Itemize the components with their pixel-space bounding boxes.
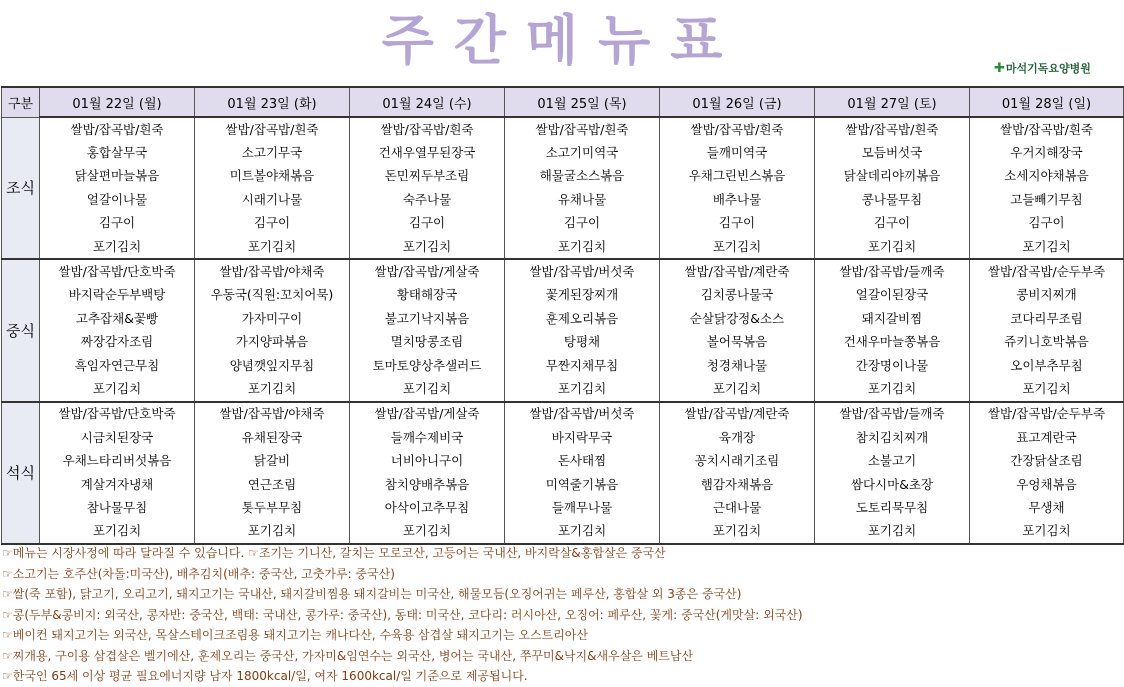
menu-item: 얼갈이나물	[40, 188, 195, 211]
day-header: 01월 22일 (월)	[40, 87, 195, 117]
cross-icon: ✚	[994, 61, 1005, 76]
menu-item: 쌀밥/잡곡밥/버섯죽	[505, 402, 660, 426]
menu-item: 코다리무조림	[970, 307, 1124, 330]
menu-item: 흑임자연근무침	[40, 354, 195, 377]
menu-item: 포기김치	[40, 235, 195, 259]
note-line: ☞콩(두부&콩비지: 외국산, 콩자반: 중국산, 백태: 국내산, 콩가루: 중국산), 동태: 미국산, 코다리: 러시아산, 오징어: 페루산, 꽃게: 중국산(게맛살: 외국산)	[2, 607, 803, 622]
menu-item: 참치양배추볶음	[350, 473, 505, 496]
menu-item: 포기김치	[505, 377, 660, 401]
page-title: 주간메뉴표	[381, 9, 743, 72]
menu-item: 육개장	[660, 426, 815, 449]
note-line: ☞쌀(죽 포함), 닭고기, 오리고기, 돼지고기는 국내산, 돼지갈비찜용 돼지갈비는 미국산, 해물모듬(오징어귀는 페루산, 홍합살 외 3종은 중국산)	[2, 587, 742, 601]
menu-item: 포기김치	[505, 235, 660, 259]
menu-item: 쥬키니호박볶음	[970, 331, 1124, 354]
day-header: 01월 26일 (금)	[660, 87, 815, 117]
menu-item: 소고기미역국	[505, 141, 660, 164]
menu-item: 닭살데리야끼볶음	[815, 165, 970, 188]
menu-item: 돼지갈비찜	[815, 307, 970, 330]
menu-item: 배추나물	[660, 188, 815, 211]
menu-item: 순살닭강정&소스	[660, 307, 815, 330]
menu-item: 양념깻잎지무침	[195, 354, 350, 377]
menu-item: 닭살편마늘볶음	[40, 165, 195, 188]
meal-label: 조식	[2, 117, 40, 259]
menu-item: 청경채나물	[660, 354, 815, 377]
weekly-menu-table	[1, 86, 1124, 545]
menu-item: 쌀밥/잡곡밥/야채죽	[195, 259, 350, 283]
menu-item: 가지양파볶음	[195, 331, 350, 354]
menu-item: 너비아니구이	[350, 449, 505, 472]
menu-item: 시금치된장국	[40, 426, 195, 449]
table-row	[2, 496, 1124, 519]
table-row	[2, 473, 1124, 496]
table-row	[2, 520, 1124, 544]
menu-item: 쌀밥/잡곡밥/흰죽	[350, 117, 505, 141]
menu-item: 포기김치	[350, 235, 505, 259]
menu-item: 콩비지찌개	[970, 284, 1124, 307]
menu-item: 들깨수제비국	[350, 426, 505, 449]
menu-item: 탕평채	[505, 331, 660, 354]
menu-item: 햄감자채볶음	[660, 473, 815, 496]
menu-item: 짜장감자조림	[40, 331, 195, 354]
menu-item: 포기김치	[195, 235, 350, 259]
menu-item: 미트볼야채볶음	[195, 165, 350, 188]
notes-section	[2, 543, 1122, 687]
menu-item: 포기김치	[350, 377, 505, 401]
menu-item: 바지락순두부백탕	[40, 284, 195, 307]
menu-item: 표고계란국	[970, 426, 1124, 449]
menu-item: 소불고기	[815, 449, 970, 472]
menu-item: 멸치땅콩조림	[350, 331, 505, 354]
meal-label: 중식	[2, 259, 40, 401]
menu-item: 유채나물	[505, 188, 660, 211]
menu-item: 김구이	[350, 212, 505, 235]
note-line: ☞베이컨 돼지고기는 외국산, 목살스테이크조림용 돼지고기는 캐나다산, 수육용 삼겹살 돼지고기는 오스트리아산	[2, 628, 588, 642]
menu-item: 김구이	[195, 212, 350, 235]
day-header: 01월 24일 (수)	[350, 87, 505, 117]
header-label: 구분	[2, 87, 40, 117]
menu-item: 건새우열무된장국	[350, 141, 505, 164]
menu-item: 미역줄기볶음	[505, 473, 660, 496]
header-row	[2, 87, 1124, 117]
menu-item: 포기김치	[970, 235, 1124, 259]
menu-item: 무짠지채무침	[505, 354, 660, 377]
menu-item: 가자미구이	[195, 307, 350, 330]
menu-item: 돈사태찜	[505, 449, 660, 472]
menu-item: 포기김치	[350, 520, 505, 544]
menu-item: 쌀밥/잡곡밥/들깨죽	[815, 402, 970, 426]
day-header: 01월 27일 (토)	[815, 87, 970, 117]
table-row	[2, 402, 1124, 426]
menu-item: 숙주나물	[350, 188, 505, 211]
table-row	[2, 235, 1124, 259]
menu-item: 포기김치	[815, 520, 970, 544]
menu-item: 돈민찌두부조림	[350, 165, 505, 188]
menu-item: 쌀밥/잡곡밥/단호박죽	[40, 259, 195, 283]
table-row	[2, 307, 1124, 330]
menu-item: 참나물무침	[40, 496, 195, 519]
menu-item: 포기김치	[195, 377, 350, 401]
menu-item: 볼어묵볶음	[660, 331, 815, 354]
table-row	[2, 426, 1124, 449]
table-row	[2, 377, 1124, 401]
menu-item: 간장닭살조림	[970, 449, 1124, 472]
menu-item: 오이부추무침	[970, 354, 1124, 377]
hospital-name: 마석기독요양병원	[1005, 62, 1091, 75]
menu-item: 우채느타리버섯볶음	[40, 449, 195, 472]
menu-item: 쌀밥/잡곡밥/흰죽	[660, 117, 815, 141]
menu-item: 포기김치	[195, 520, 350, 544]
menu-item: 김치콩나물국	[660, 284, 815, 307]
menu-item: 들깨무나물	[505, 496, 660, 519]
menu-item: 쌈다시마&초장	[815, 473, 970, 496]
note-line: ☞메뉴는 시장사정에 따라 달라질 수 있습니다. ☞조기는 기니산, 갈치는 모로코산, 고등어는 국내산, 바지락살&홍합살은 중국산	[2, 546, 666, 560]
menu-item: 모듬버섯국	[815, 141, 970, 164]
menu-item: 계살겨자냉채	[40, 473, 195, 496]
menu-item: 꽁치시래기조림	[660, 449, 815, 472]
note-line: ☞소고기는 호주산(차돌:미국산), 배추김치(배추: 중국산, 고춧가루: 중국산)	[2, 566, 395, 581]
day-header: 01월 28일 (일)	[970, 87, 1124, 117]
menu-item: 포기김치	[40, 520, 195, 544]
menu-item: 우엉채볶음	[970, 473, 1124, 496]
menu-item: 김구이	[505, 212, 660, 235]
menu-item: 포기김치	[815, 377, 970, 401]
menu-item: 우동국(직원:꼬치어묵)	[195, 284, 350, 307]
table-row	[2, 165, 1124, 188]
menu-item: 쌀밥/잡곡밥/단호박죽	[40, 402, 195, 426]
menu-item: 도토리묵무침	[815, 496, 970, 519]
menu-item: 쌀밥/잡곡밥/야채죽	[195, 402, 350, 426]
table-row	[2, 141, 1124, 164]
menu-item: 포기김치	[660, 520, 815, 544]
note-line: ☞한국인 65세 이상 평균 필요에너지량 남자 1800kcal/일, 여자 1600kcal/일 기준으로 제공됩니다.	[2, 669, 528, 683]
menu-item: 홍합살무국	[40, 141, 195, 164]
menu-item: 쌀밥/잡곡밥/흰죽	[195, 117, 350, 141]
menu-item: 우채그린빈스볶음	[660, 165, 815, 188]
menu-item: 쌀밥/잡곡밥/흰죽	[505, 117, 660, 141]
menu-item: 콩나물무침	[815, 188, 970, 211]
day-header: 01월 23일 (화)	[195, 87, 350, 117]
menu-item: 쌀밥/잡곡밥/게살죽	[350, 259, 505, 283]
table-row	[2, 354, 1124, 377]
menu-item: 쌀밥/잡곡밥/순두부죽	[970, 402, 1124, 426]
menu-item: 김구이	[660, 212, 815, 235]
menu-item: 건새우마늘쫑볶음	[815, 331, 970, 354]
menu-item: 포기김치	[970, 377, 1124, 401]
menu-item: 닭갈비	[195, 449, 350, 472]
menu-item: 근대나물	[660, 496, 815, 519]
day-header: 01월 25일 (목)	[505, 87, 660, 117]
table-row	[2, 259, 1124, 283]
menu-item: 쌀밥/잡곡밥/흰죽	[815, 117, 970, 141]
table-row	[2, 284, 1124, 307]
menu-item: 아삭이고추무침	[350, 496, 505, 519]
menu-item: 포기김치	[40, 377, 195, 401]
menu-item: 불고기낙지볶음	[350, 307, 505, 330]
table-row	[2, 449, 1124, 472]
menu-item: 쌀밥/잡곡밥/게살죽	[350, 402, 505, 426]
menu-item: 연근조림	[195, 473, 350, 496]
note-line: ☞찌개용, 구이용 삼겹살은 벨기에산, 훈제오리는 중국산, 가자미&임연수는 외국산, 병어는 국내산, 쭈꾸미&낙지&새우살은 베트남산	[2, 648, 694, 663]
menu-item: 간장명이나물	[815, 354, 970, 377]
menu-item: 쌀밥/잡곡밥/계란죽	[660, 402, 815, 426]
menu-item: 해물굴소스볶음	[505, 165, 660, 188]
menu-item: 쌀밥/잡곡밥/계란죽	[660, 259, 815, 283]
table-row	[2, 117, 1124, 141]
menu-item: 꽃게된장찌개	[505, 284, 660, 307]
menu-item: 톳두부무침	[195, 496, 350, 519]
menu-item: 무생채	[970, 496, 1124, 519]
meal-label: 석식	[2, 402, 40, 544]
table-row	[2, 188, 1124, 211]
menu-item: 바지락무국	[505, 426, 660, 449]
menu-item: 시래기나물	[195, 188, 350, 211]
menu-item: 고들빼기무침	[970, 188, 1124, 211]
menu-item: 유채된장국	[195, 426, 350, 449]
menu-item: 토마토양상추샐러드	[350, 354, 505, 377]
menu-item: 쌀밥/잡곡밥/버섯죽	[505, 259, 660, 283]
menu-item: 김구이	[40, 212, 195, 235]
menu-item: 포기김치	[660, 235, 815, 259]
menu-item: 포기김치	[505, 520, 660, 544]
menu-item: 황태해장국	[350, 284, 505, 307]
menu-item: 포기김치	[660, 377, 815, 401]
table-row	[2, 331, 1124, 354]
menu-item: 고추잡채&꽃빵	[40, 307, 195, 330]
hospital-logo	[994, 60, 1091, 76]
menu-item: 쌀밥/잡곡밥/흰죽	[40, 117, 195, 141]
menu-item: 쌀밥/잡곡밥/순두부죽	[970, 259, 1124, 283]
menu-item: 훈제오리볶음	[505, 307, 660, 330]
menu-item: 들깨미역국	[660, 141, 815, 164]
menu-item: 쌀밥/잡곡밥/흰죽	[970, 117, 1124, 141]
menu-item: 우거지해장국	[970, 141, 1124, 164]
menu-item: 소고기무국	[195, 141, 350, 164]
menu-item: 얼갈이된장국	[815, 284, 970, 307]
menu-item: 쌀밥/잡곡밥/들깨죽	[815, 259, 970, 283]
menu-item: 소세지야채볶음	[970, 165, 1124, 188]
menu-item: 포기김치	[970, 520, 1124, 544]
menu-item: 김구이	[815, 212, 970, 235]
menu-item: 포기김치	[815, 235, 970, 259]
table-row	[2, 212, 1124, 235]
menu-item: 김구이	[970, 212, 1124, 235]
menu-item: 참치김치찌개	[815, 426, 970, 449]
